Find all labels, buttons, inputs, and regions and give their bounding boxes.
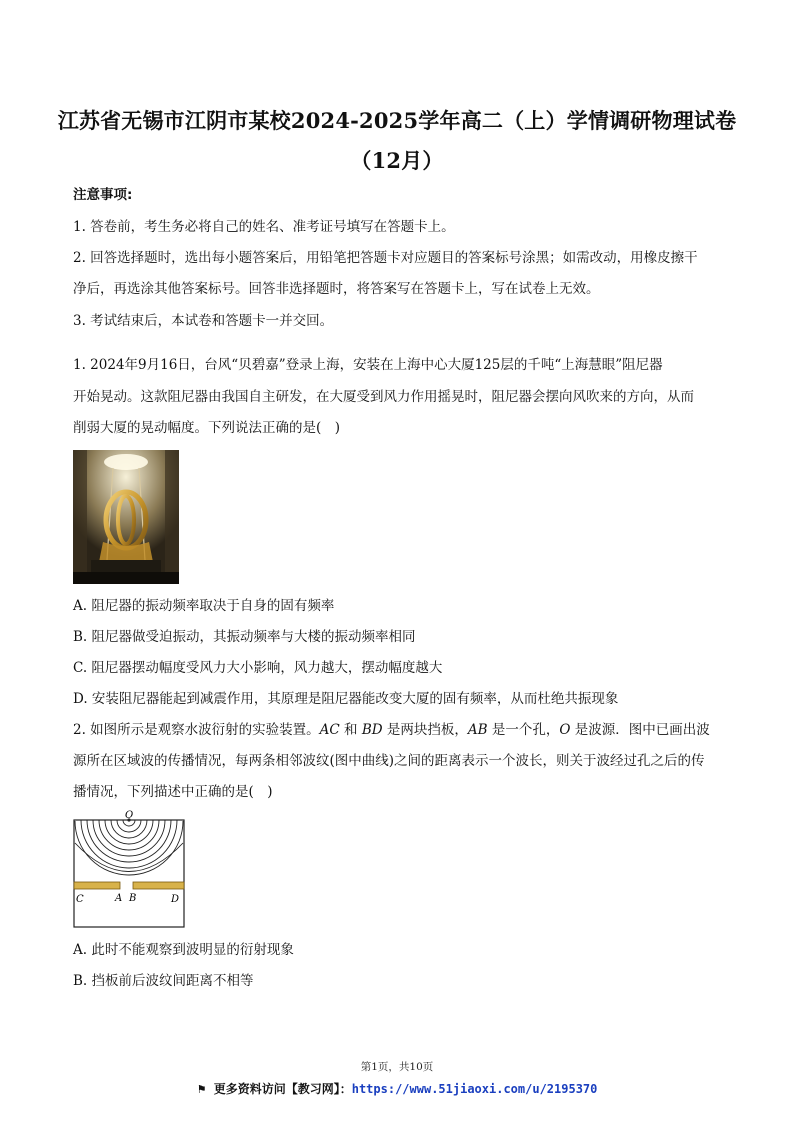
q1-option-b: B. 阻尼器做受迫振动，其振动频率与大楼的振动频率相同 <box>73 629 416 645</box>
baffle-bd <box>133 882 184 889</box>
notice-heading: 注意事项: <box>73 187 133 203</box>
banner-link[interactable]: https://www.51jiaoxi.com/u/2195370 <box>351 1082 598 1096</box>
wave-diffraction-figure <box>73 810 185 928</box>
q1-option-a: A. 阻尼器的振动频率取决于自身的固有频率 <box>73 598 335 614</box>
q1-stem-line: 1. 2024年9月16日，台风“贝碧嘉”登录上海，安装在上海中心大厦125层的千吨“上海慧眼”阻尼器 <box>73 357 663 373</box>
q2-stem-line1 <box>73 721 710 739</box>
label-c: C <box>76 894 84 905</box>
baffle-ac <box>74 882 120 889</box>
damper-photo <box>73 450 179 584</box>
q2-stem-line2: 源所在区域波的传播情况，每两条相邻波纹(图中曲线)之间的距离表示一个波长，则关于波经过孔之后的传 <box>73 753 705 769</box>
q2-stem-text: 是一个孔， <box>487 722 560 738</box>
page-number: 第1页，共10页 <box>360 1061 434 1073</box>
q1-option-c: C. 阻尼器摆动幅度受风力大小影响，风力越大，摆动幅度越大 <box>73 660 443 676</box>
banner-text: 更多资料访问【教习网】： <box>213 1082 352 1096</box>
resource-banner <box>0 1080 794 1097</box>
q2-var-ab: AB <box>467 722 488 738</box>
q2-stem-text: 和 <box>339 722 362 738</box>
label-a: A <box>115 893 123 904</box>
notice-item: 3. 考试结束后，本试卷和答题卡一并交回。 <box>73 313 334 329</box>
label-d: D <box>171 894 180 905</box>
q2-var-ac: AC <box>319 722 340 738</box>
q1-stem-line: 削弱大厦的晃动幅度。下列说法正确的是( ) <box>73 420 341 436</box>
exam-title-line2: （12月） <box>350 148 444 173</box>
label-b: B <box>129 893 137 904</box>
q2-var-o: O <box>559 722 571 738</box>
q1-option-d: D. 安装阻尼器能起到减震作用，其原理是阻尼器能改变大厦的固有频率，从而杜绝共振现象 <box>73 691 619 707</box>
notice-item: 1. 答卷前，考生务必将自己的姓名、准考证号填写在答题卡上。 <box>73 219 455 235</box>
q2-stem-text: 是波源．图中已画出波 <box>570 722 710 738</box>
q1-stem-line: 开始晃动。这款阻尼器由我国自主研发，在大厦受到风力作用摇晃时，阻尼器会摆向风吹来的方向，从而 <box>73 389 694 405</box>
q2-var-bd: BD <box>361 722 383 738</box>
q2-option-b: B. 挡板前后波纹间距离不相等 <box>73 973 254 989</box>
q2-stem-line3: 播情况，下列描述中正确的是( ) <box>73 784 273 800</box>
q2-stem-text: 2. 如图所示是观察水波衍射的实验装置。 <box>73 722 320 738</box>
q2-option-a: A. 此时不能观察到波明显的衍射现象 <box>73 942 294 958</box>
exam-title-line1: 江苏省无锡市江阴市某校2024-2025学年高二（上）学情调研物理试卷 <box>57 108 737 133</box>
flag-icon: ⚑ <box>196 1083 207 1096</box>
notice-item: 净后，再选涂其他答案标号。回答非选择题时，将答案写在答题卡上，写在试卷上无效。 <box>73 281 600 297</box>
q2-stem-text: 是两块挡板， <box>382 722 468 738</box>
label-o: O <box>125 810 134 821</box>
notice-item: 2. 回答选择题时，选出每小题答案后，用铅笔把答题卡对应题目的答案标号涂黑；如需改动，用橡皮擦干 <box>73 250 698 266</box>
